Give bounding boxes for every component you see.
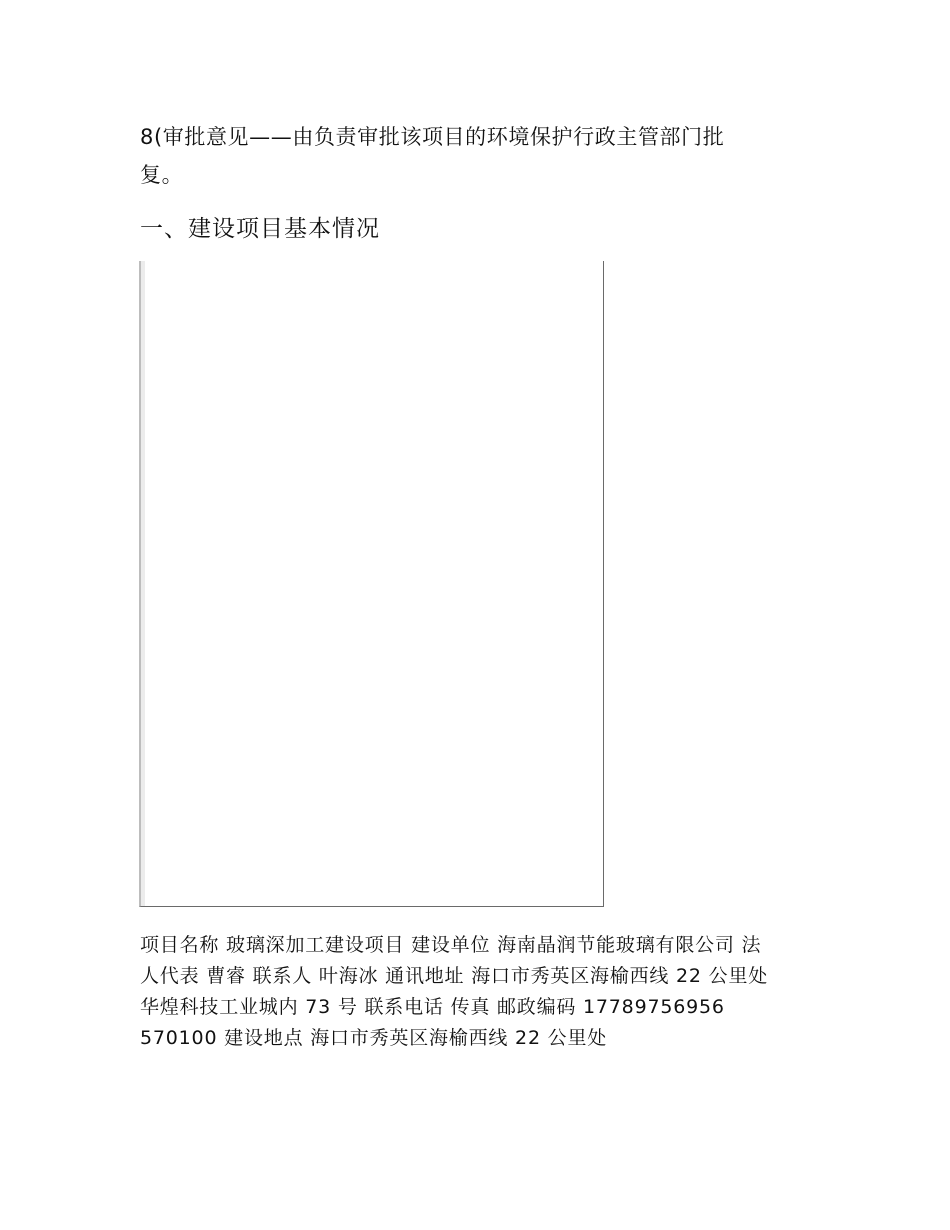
project-info-text [140, 930, 810, 1054]
project-info-line-2: 人代表 曹睿 联系人 叶海冰 通讯地址 海口市秀英区海榆西线 22 公里处 [140, 965, 769, 987]
approval-paragraph-line-1: 8(审批意见——由负责审批该项目的环境保护行政主管部门批 [140, 125, 725, 149]
project-info-line-4: 570100 建设地点 海口市秀英区海榆西线 22 公里处 [140, 1027, 608, 1049]
approval-paragraph-line-2: 复。 [140, 163, 184, 187]
approval-paragraph [140, 118, 820, 194]
section-heading-project-basics: 一、建设项目基本情况 [140, 216, 380, 242]
project-info-line-3: 华煌科技工业城内 73 号 联系电话 传真 邮政编码 17789756956 [140, 996, 725, 1018]
table-frame [139, 261, 604, 907]
project-info-line-1: 项目名称 玻璃深加工建设项目 建设单位 海南晶润节能玻璃有限公司 法 [140, 934, 762, 956]
table-frame-left-edge [141, 261, 145, 906]
